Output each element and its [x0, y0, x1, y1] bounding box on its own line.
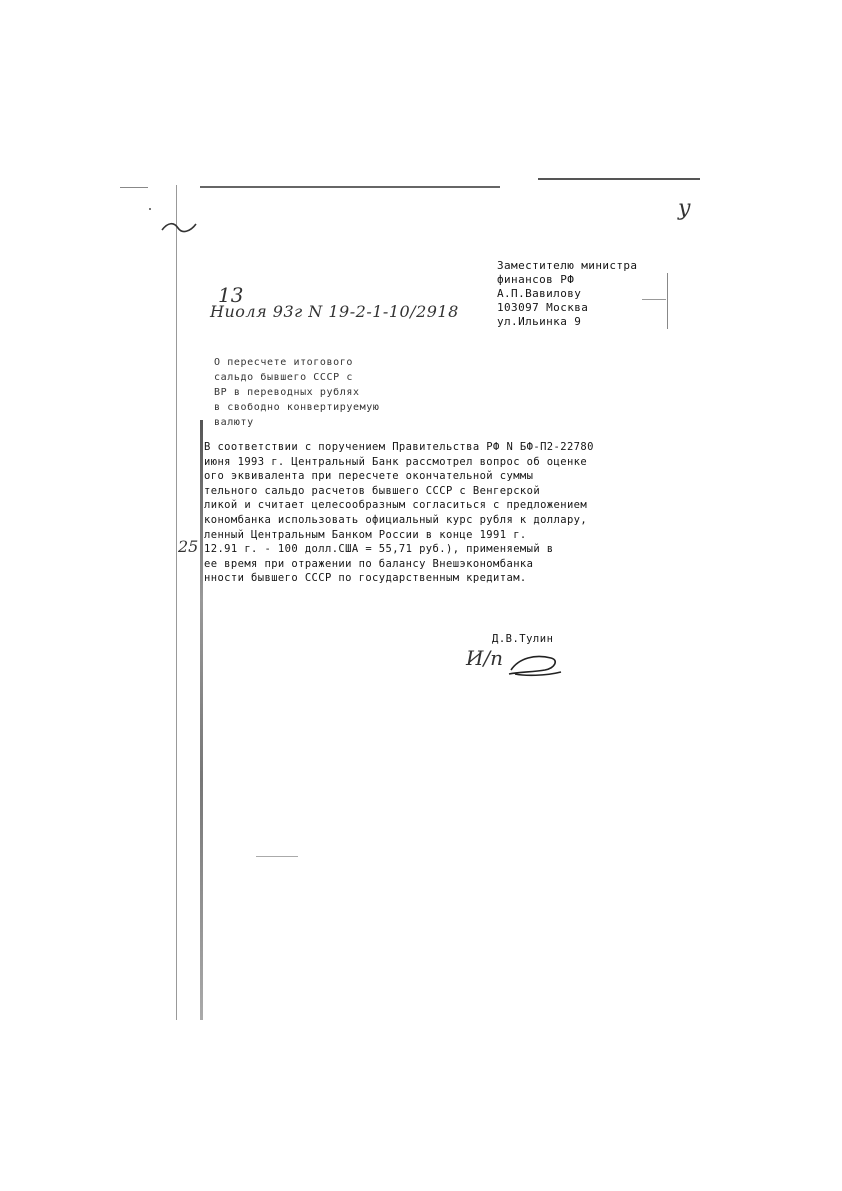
- body-line: ликой и считает целесообразным согласиться с предложением: [204, 499, 588, 512]
- reference-date-line: Ниоля 93г N 19-2-1-10/2918: [210, 302, 459, 321]
- scan-right-dash: [642, 299, 666, 300]
- body-line: В соответствии с поручением Правительства РФ N БФ-П2-22780: [204, 441, 594, 453]
- scan-speck: [149, 208, 151, 210]
- scan-left-border: [200, 420, 203, 1020]
- scan-right-tick: [667, 273, 668, 329]
- addressee-line: А.П.Вавилову: [497, 287, 582, 300]
- body-line: ленный Центральным Банком России в конце 1991 г.: [204, 528, 527, 541]
- scan-bottom-streak: [256, 856, 298, 857]
- body-line: июня 1993 г. Центральный Банк рассмотрел вопрос об оценке: [204, 455, 588, 468]
- subject-block: [214, 355, 380, 430]
- subject-line: О пересчете итогового: [214, 357, 354, 368]
- subject-line: ВР в переводных рублях: [214, 387, 360, 398]
- addressee-block: [497, 259, 637, 329]
- body-line: 12.91 г. - 100 долл.США = 55,71 руб.), применяемый в: [204, 543, 554, 556]
- body-line: ее время при отражении по балансу Внешэкономбанка: [204, 557, 534, 570]
- addressee-line: ул.Ильинка 9: [497, 315, 582, 328]
- addressee-line: финансов РФ: [497, 273, 575, 286]
- addressee-line: Заместителю министра: [497, 259, 638, 272]
- scan-top-edge-right: [538, 178, 700, 180]
- addressee-line: 103097 Москва: [497, 301, 589, 314]
- body-line: кономбанка использовать официальный курс рубля к доллару,: [204, 513, 588, 526]
- signature-scribble: [505, 650, 565, 678]
- scan-left-thin-line: [176, 185, 177, 1020]
- body-line: тельного сальдо расчетов бывшего СССР с Венгерской: [204, 484, 541, 497]
- scan-left-dash: [120, 187, 148, 188]
- letter-body: [204, 440, 594, 586]
- signature-initials: И/п: [466, 646, 504, 670]
- margin-handwritten-note: 25: [178, 537, 199, 556]
- reference-number: 13: [218, 283, 244, 307]
- subject-line: в свободно конвертируемую: [214, 402, 380, 413]
- signer-name: Д.В.Тулин: [492, 633, 554, 645]
- subject-line: сальдо бывшего СССР с: [214, 372, 354, 383]
- scan-top-edge-left: [200, 186, 500, 188]
- body-line: ого эквивалента при пересчете окончательной суммы: [204, 470, 534, 483]
- body-line: нности бывшего СССР по государственным кредитам.: [204, 572, 527, 585]
- corner-handwritten-mark: у: [678, 196, 691, 221]
- subject-line: валюту: [214, 417, 254, 428]
- scan-left-squiggle: [160, 220, 200, 234]
